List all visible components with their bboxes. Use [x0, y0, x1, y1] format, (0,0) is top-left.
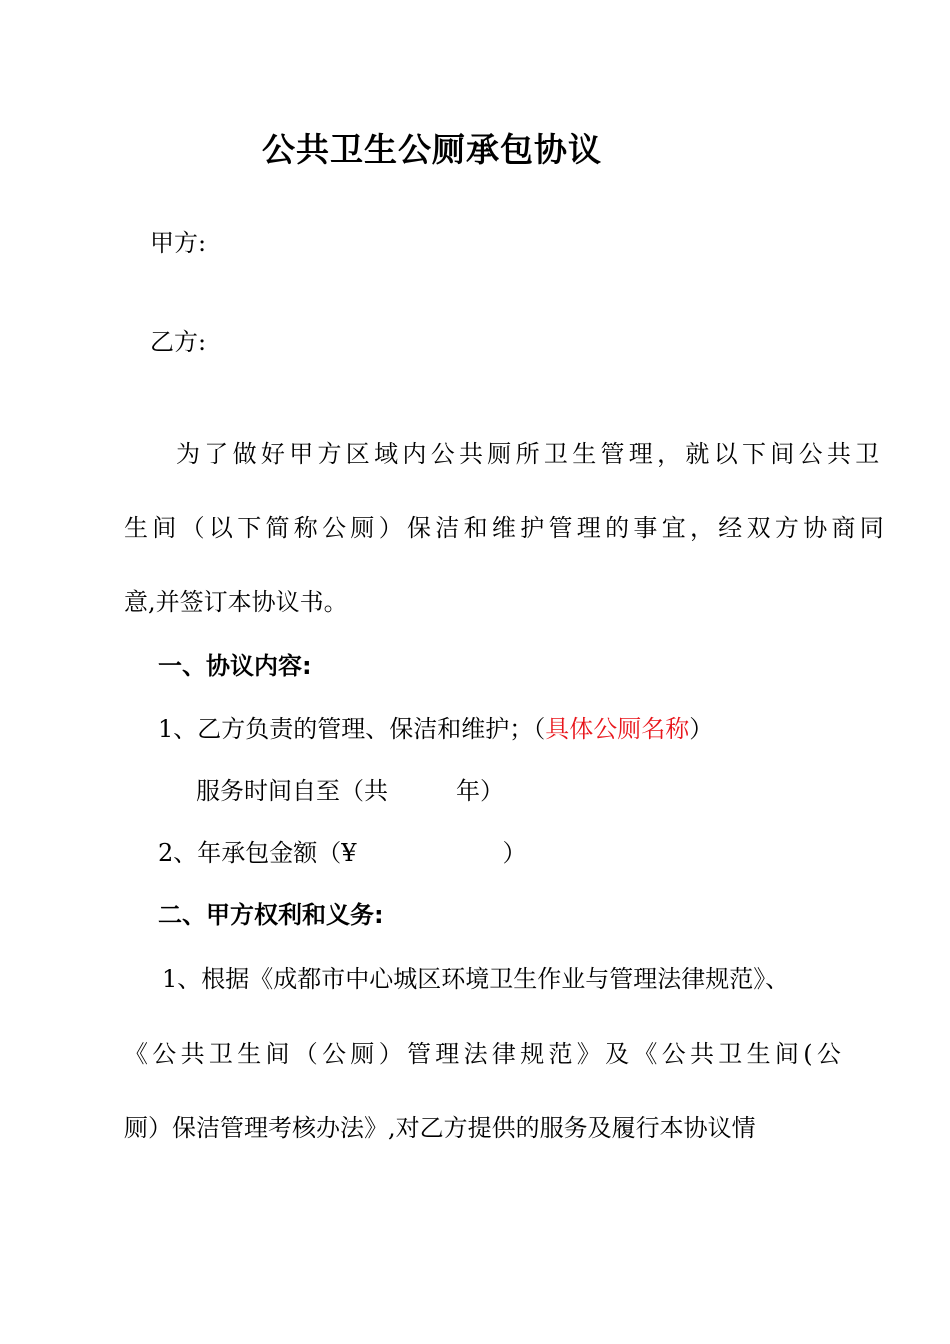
- section-2-item-1-line-2: 《公共卫生间（公厕）管理法律规范》及《公共卫生间(公: [124, 1040, 846, 1068]
- section-2-item-1-line-1: 1、根据《成都市中心城区环境卫生作业与管理法律规范》、: [162, 965, 790, 993]
- toilet-name-placeholder: 具体公厕名称: [545, 715, 690, 743]
- intro-line-1: 为了做好甲方区域内公共厕所卫生管理，就以下间公共卫: [176, 440, 884, 468]
- intro-line-2: 生间（以下简称公厕）保洁和维护管理的事宜，经双方协商同: [124, 514, 889, 542]
- section-1-item-2: [158, 838, 527, 868]
- section-1-heading: 一、协议内容:: [158, 652, 312, 680]
- section-2-item-1-line-3: 厕）保洁管理考核办法》,对乙方提供的服务及履行本协议情: [124, 1114, 756, 1142]
- party-a-label: 甲方:: [150, 229, 207, 257]
- intro-line-3: 意,并签订本协议书。: [124, 588, 348, 616]
- annual-amount-close: ）: [502, 839, 527, 867]
- service-time-line: [196, 776, 504, 806]
- service-time-label: 服务时间自至（共: [196, 777, 388, 805]
- service-year-label: 年）: [456, 777, 504, 805]
- annual-amount-label: 2、年承包金额（¥: [158, 839, 357, 867]
- section-2-heading: 二、甲方权利和义务:: [158, 901, 384, 929]
- item-1-suffix: ）: [689, 715, 714, 743]
- party-b-label: 乙方:: [150, 328, 207, 356]
- section-1-item-1: [158, 714, 713, 744]
- document-title: 公共卫生公厕承包协议: [262, 130, 602, 169]
- item-1-prefix: 1、乙方负责的管理、保洁和维护；（: [158, 715, 546, 743]
